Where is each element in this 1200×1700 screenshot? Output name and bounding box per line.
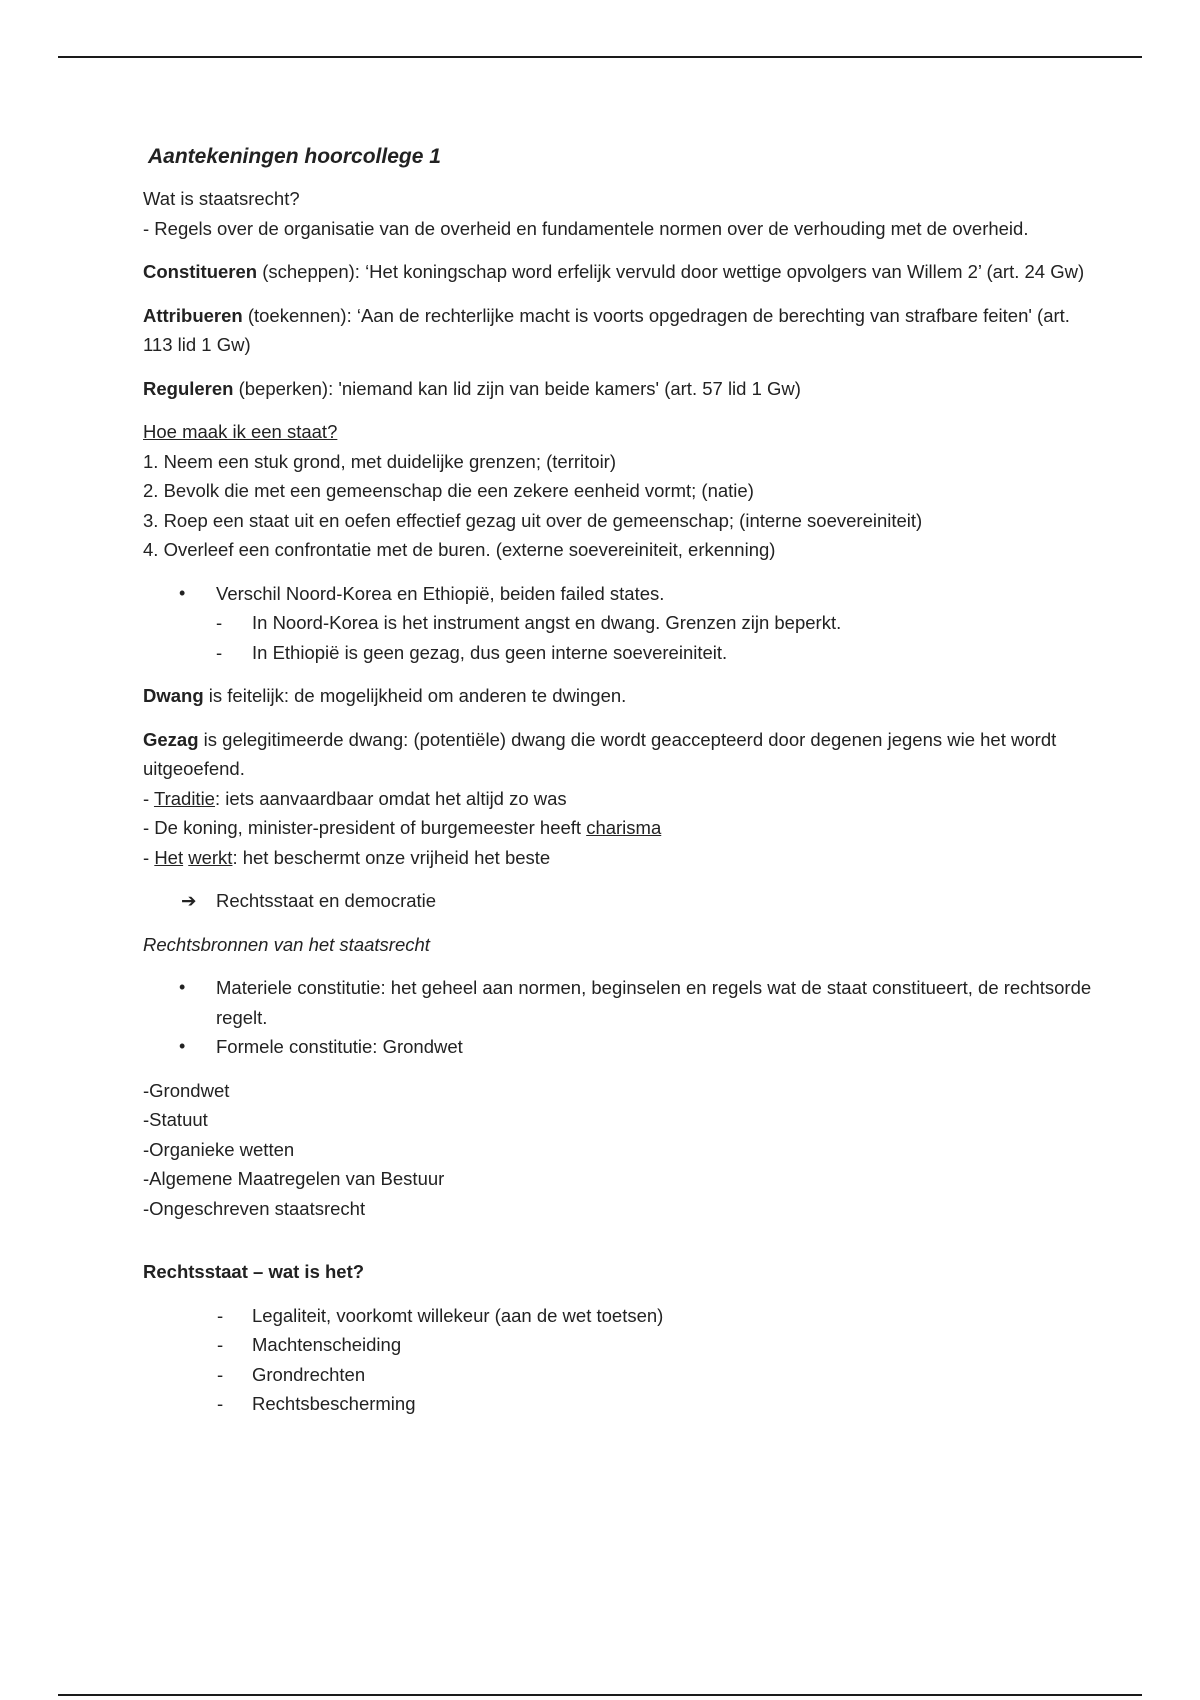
werkt-line: - Het werkt: het beschermt onze vrijheid het beste: [143, 846, 551, 868]
list-item: -Grondwet: [143, 1079, 230, 1101]
reguleren-paragraph: [143, 374, 1093, 404]
document-body: [143, 142, 1093, 1419]
constitueren-term: Constitueren: [143, 261, 258, 282]
rechtsstaat-list: [143, 1301, 1093, 1419]
list-item: - Grondrechten: [143, 1360, 1093, 1390]
arrow-text: Rechtsstaat en democratie: [216, 890, 437, 911]
constitueren-text: (scheppen): ‘Het koningschap word erfelijk vervuld door wettige opvolgers van Willem 2’ (art. 24 Gw): [257, 261, 1085, 282]
reguleren-term: Reguleren: [143, 377, 234, 399]
list-item: • Materiele constitutie: het geheel aan normen, beginselen en regels wat de staat constitueert, de rechtsorde regelt.: [143, 973, 1093, 1032]
intro-question: Wat is staatsrecht?: [143, 188, 300, 209]
header-rule: [58, 56, 1142, 58]
traditie-line: - Traditie: iets aanvaardbaar omdat het altijd zo was: [143, 787, 567, 809]
bronnen-bullets: [143, 973, 1093, 1062]
attribueren-term: Attribueren: [143, 304, 243, 326]
dwang-paragraph: [143, 681, 1093, 711]
list-item: - In Ethiopië is geen gezag, dus geen interne soevereiniteit.: [216, 638, 1093, 668]
list-item: - Rechtsbescherming: [143, 1389, 1093, 1419]
staat-heading: Hoe maak ik een staat?: [143, 421, 338, 442]
staat-step: 4. Overleef een confrontatie met de buren. (externe soevereiniteit, erkenning): [143, 539, 776, 560]
attribueren-text: (toekennen): ‘Aan de rechterlijke macht is voorts opgedragen de berechting van strafbare feiten' (art. 113 lid 1 Gw): [143, 304, 1070, 355]
list-item: - Machtenscheiding: [143, 1330, 1093, 1360]
charisma-term: charisma: [586, 817, 662, 838]
staat-step: 3. Roep een staat uit en oefen effectief gezag uit over de gemeenschap; (interne soevereiniteit): [143, 509, 923, 531]
staat-step: 2. Bevolk die met een gemeenschap die een zekere eenheid vormt; (natie): [143, 480, 754, 501]
intro-answer: - Regels over de organisatie van de overheid en fundamentele normen over de verhouding met de overheid.: [143, 217, 1029, 239]
traditie-term: Traditie: [153, 787, 215, 809]
failed-states-sublist: [216, 608, 1093, 667]
list-item: - Legaliteit, voorkomt willekeur (aan de wet toetsen): [143, 1301, 1093, 1331]
bronnen-list: [143, 1076, 1093, 1224]
list-item: -Ongeschreven staatsrecht: [143, 1197, 366, 1219]
page-title: Aantekeningen hoorcollege 1: [148, 145, 441, 168]
list-item: [143, 579, 1093, 668]
bronnen-heading: Rechtsbronnen van het staatsrecht: [143, 933, 430, 955]
werkt-term: Het: [154, 846, 184, 868]
staat-paragraph: [143, 417, 1093, 565]
list-item: -Algemene Maatregelen van Bestuur: [143, 1168, 445, 1189]
failed-states-bullet: Verschil Noord-Korea en Ethiopië, beiden failed states.: [216, 582, 665, 604]
gezag-text: is gelegitimeerde dwang: (potentiële) dwang die wordt geaccepteerd door degenen jegens wie het wordt uitgeoefend.: [143, 728, 1057, 779]
failed-states-list: [143, 579, 1093, 668]
list-item: -Organieke wetten: [143, 1138, 295, 1160]
rechtsstaat-heading: Rechtsstaat – wat is het?: [143, 1261, 365, 1282]
dwang-term: Dwang: [143, 685, 204, 706]
list-item: -Statuut: [143, 1109, 208, 1130]
reguleren-text: (beperken): 'niemand kan lid zijn van beide kamers' (art. 57 lid 1 Gw): [233, 377, 801, 399]
staat-step: 1. Neem een stuk grond, met duidelijke grenzen; (territoir): [143, 450, 616, 472]
intro-paragraph: [143, 184, 1093, 243]
charisma-line: - De koning, minister-president of burgemeester heeft charisma: [143, 817, 662, 838]
werkt-term: werkt: [188, 846, 233, 868]
arrow-right-icon: ➔: [181, 890, 197, 911]
footer-rule: [58, 1694, 1142, 1696]
arrow-row: [143, 886, 1093, 916]
dwang-text: is feitelijk: de mogelijkheid om anderen te dwingen.: [203, 685, 627, 706]
gezag-paragraph: [143, 725, 1093, 873]
attribueren-paragraph: [143, 301, 1093, 360]
list-item: - In Noord-Korea is het instrument angst en dwang. Grenzen zijn beperkt.: [216, 608, 1093, 638]
list-item: • Formele constitutie: Grondwet: [143, 1032, 1093, 1062]
gezag-term: Gezag: [143, 728, 199, 750]
constitueren-paragraph: [143, 257, 1093, 287]
